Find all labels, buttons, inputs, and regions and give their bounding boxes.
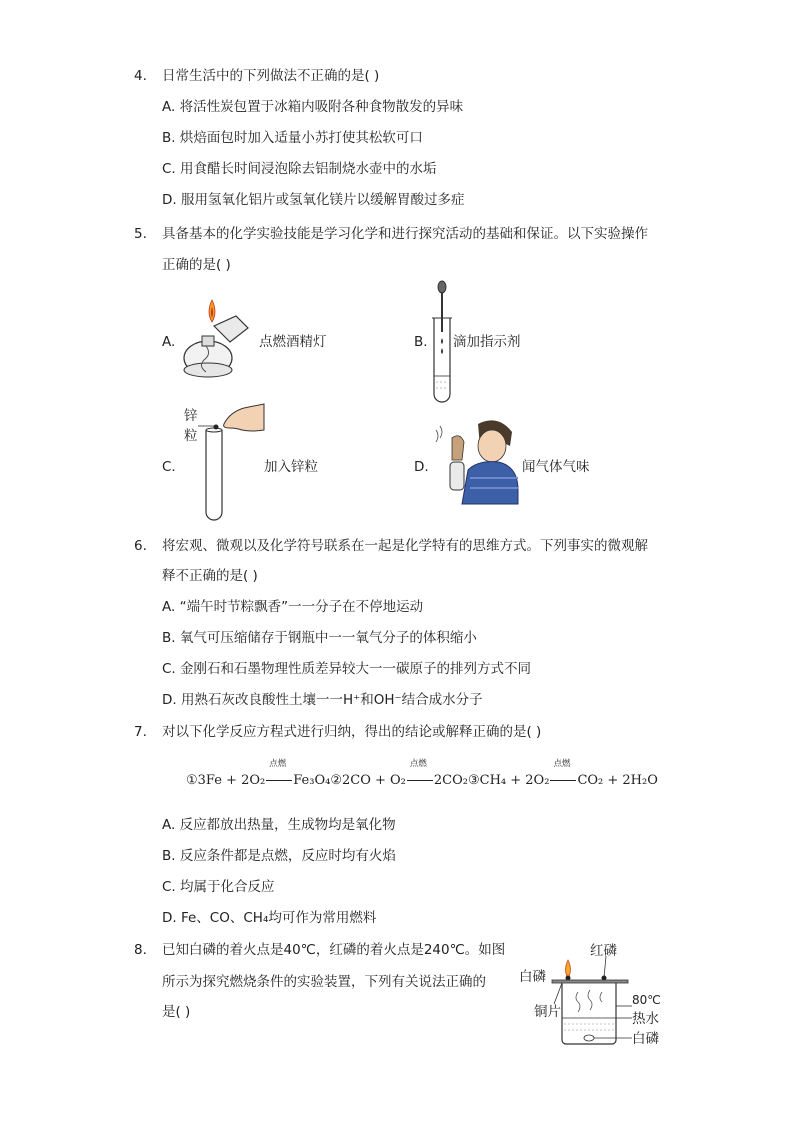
reaction-condition: 点燃 xyxy=(409,759,427,769)
option-b: B. 氧气可压缩储存于钢瓶中一一氧气分子的体积缩小 xyxy=(162,630,477,646)
question-stem-line1: 将宏观、微观以及化学符号联系在一起是化学特有的思维方式。下列事实的微观解 xyxy=(162,538,648,554)
test-tube xyxy=(206,430,222,520)
alcohol-lamp-illustration xyxy=(180,296,260,384)
lamp-neck xyxy=(202,336,214,346)
option-d: D. 用熟石灰改良酸性土壤一一H⁺和OH⁻结合成水分子 xyxy=(162,692,483,708)
label-hot-water: 热水 xyxy=(632,1011,659,1027)
question-number: 5. xyxy=(134,226,147,242)
question-number: 8. xyxy=(134,942,147,958)
equation-1-reactants: ①3Fe + 2O₂ xyxy=(186,773,266,788)
question-8-line3: 是( ) xyxy=(162,1004,191,1020)
option-c: C. 金刚石和石墨物理性质差异较大一一碳原子的排列方式不同 xyxy=(162,661,532,677)
option-b-letter: B. xyxy=(414,334,428,350)
label-copper-sheet: 铜片 xyxy=(534,1004,561,1020)
option-d-caption: 闻气体气味 xyxy=(522,459,590,475)
dropper-bulb xyxy=(438,281,446,293)
question-8-line2: 所示为探究燃烧条件的实验装置，下列有关说法正确的 xyxy=(162,974,486,990)
label-white-phosphorus-top: 白磷 xyxy=(519,969,546,985)
hand-icon xyxy=(224,404,264,431)
gas-bottle xyxy=(450,462,464,490)
combustion-apparatus-diagram xyxy=(548,952,638,1047)
option-c-caption: 加入锌粒 xyxy=(264,459,318,475)
pointer-red-phosphorus xyxy=(604,956,606,978)
label-temperature: 80℃ xyxy=(632,993,661,1007)
lamp-base xyxy=(184,363,232,377)
option-d-letter: D. xyxy=(414,459,429,475)
white-phosphorus-bottom xyxy=(584,1035,594,1041)
option-c: C. 均属于化合反应 xyxy=(162,879,275,895)
reaction-equations xyxy=(186,759,658,788)
option-b: B. 反应条件都是点燃，反应时均有火焰 xyxy=(162,848,396,864)
face xyxy=(478,430,506,462)
option-b-caption: 滴加指示剂 xyxy=(453,334,521,350)
option-a: A. 反应都放出热量，生成物均是氧化物 xyxy=(162,817,396,833)
option-a-caption: 点燃酒精灯 xyxy=(259,334,327,350)
flame-icon xyxy=(566,960,571,978)
question-stem-line1: 具备基本的化学实验技能是学习化学和进行探究活动的基础和保证。以下实验操作 xyxy=(162,226,648,242)
option-c-letter: C. xyxy=(162,459,176,475)
question-number: 7. xyxy=(134,724,147,740)
reaction-arrow xyxy=(265,759,293,788)
drop xyxy=(441,348,443,354)
zinc-test-tube-illustration xyxy=(198,402,268,526)
question-number: 6. xyxy=(134,538,147,554)
question-stem-line1: 已知白磷的着火点是40℃，红磷的着火点是240℃。如图 xyxy=(162,942,506,958)
pointer-copper xyxy=(554,983,562,1004)
reaction-condition: 点燃 xyxy=(553,759,571,769)
reaction-arrow xyxy=(406,759,434,788)
option-a: A. “端午时节粽飘香”一一分子在不停地运动 xyxy=(162,599,424,615)
question-6-line2: 释不正确的是( ) xyxy=(162,568,258,584)
reaction-arrow xyxy=(549,759,577,788)
question-5-line2: 正确的是( ) xyxy=(162,257,231,273)
equation-3-products: CO₂ + 2H₂O xyxy=(577,773,658,788)
option-a: A. 将活性炭包置于冰箱内吸附各种食物散发的异味 xyxy=(162,99,464,115)
zinc-granule xyxy=(214,425,219,430)
equation-1-products: Fe₃O₄ xyxy=(293,773,331,788)
waft-lines xyxy=(436,426,442,442)
equation-2-reactants: ②2CO + O₂ xyxy=(330,773,406,788)
label-white-phosphorus-bottom: 白磷 xyxy=(632,1031,659,1047)
option-d: D. 服用氢氧化铝片或氢氧化镁片以缓解胃酸过多症 xyxy=(162,192,465,208)
reaction-condition: 点燃 xyxy=(269,759,287,769)
tube-mouth xyxy=(206,428,222,432)
option-a-letter: A. xyxy=(162,334,176,350)
option-c: C. 用食醋长时间浸泡除去铝制烧水壶中的水垢 xyxy=(162,161,437,177)
hand-icon xyxy=(452,436,464,460)
equation-2-products: 2CO₂ xyxy=(433,773,468,788)
question-stem: 对以下化学反应方程式进行归纳，得出的结论或解释正确的是( ) xyxy=(162,724,542,740)
question-number: 4. xyxy=(134,68,147,84)
zinc-label-1: 锌 xyxy=(184,408,198,424)
drop xyxy=(441,338,443,344)
label-red-phosphorus: 红磷 xyxy=(590,943,617,959)
steam-lines xyxy=(576,990,602,1012)
equation-3-reactants: ③CH₄ + 2O₂ xyxy=(467,773,550,788)
body-shirt xyxy=(462,462,518,504)
option-d: D. Fe、CO、CH₄均可作为常用燃料 xyxy=(162,910,377,926)
option-b: B. 烘焙面包时加入适量小苏打使其松软可口 xyxy=(162,130,423,146)
tilted-lamp xyxy=(214,316,248,342)
smelling-gas-illustration xyxy=(430,416,520,506)
copper-sheet xyxy=(552,980,628,983)
question-stem: 日常生活中的下列做法不正确的是( ) xyxy=(162,68,380,84)
zinc-label-2: 粒 xyxy=(184,428,198,444)
